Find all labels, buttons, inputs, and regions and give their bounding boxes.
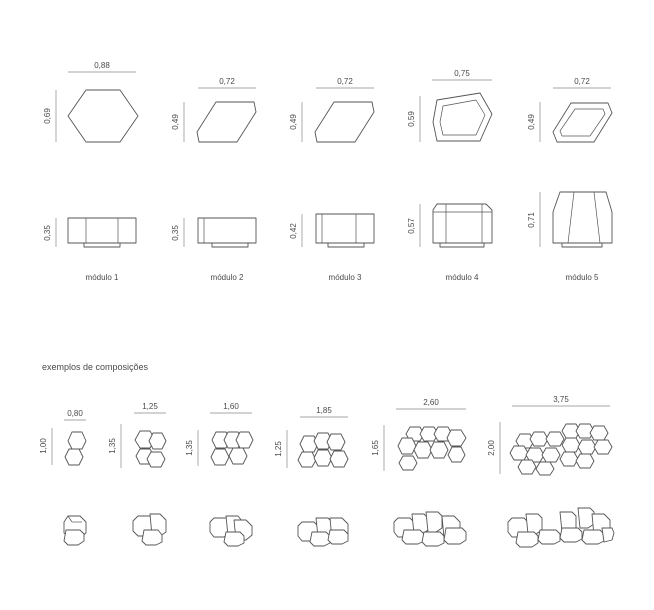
module-perspective xyxy=(538,530,560,544)
hex-piece xyxy=(510,446,528,460)
hex-piece xyxy=(578,440,596,454)
module-label: módulo 1 xyxy=(85,273,119,282)
composition-height: 2,00 xyxy=(487,440,496,456)
composition-height: 1,00 xyxy=(39,438,48,454)
module-perspective xyxy=(402,530,424,544)
hex-piece xyxy=(594,440,612,454)
module-perspective xyxy=(142,530,162,545)
module-top-height: 0,49 xyxy=(171,114,180,130)
module-side-height: 0,35 xyxy=(171,225,180,241)
composition-width: 3,75 xyxy=(553,395,569,404)
composition-width: 1,85 xyxy=(316,406,332,415)
hex-piece xyxy=(147,452,165,467)
module-label: módulo 4 xyxy=(445,273,479,282)
module-side-height: 0,57 xyxy=(407,218,416,234)
composition-height: 1,65 xyxy=(371,440,380,456)
hex-piece xyxy=(536,462,554,475)
module-width: 0,88 xyxy=(94,61,110,70)
module-width: 0,72 xyxy=(219,77,235,86)
composition-width: 0,80 xyxy=(67,409,83,418)
module-side-view xyxy=(316,214,374,243)
module-side-height: 0,35 xyxy=(43,225,52,241)
hex-piece xyxy=(330,451,348,467)
module-base xyxy=(328,243,364,247)
module-perspective xyxy=(582,530,604,544)
module-label: módulo 5 xyxy=(565,273,599,282)
hex-piece xyxy=(414,442,432,458)
hex-piece xyxy=(229,448,247,464)
module-side-view xyxy=(198,218,256,243)
module-top-height: 0,49 xyxy=(289,114,298,130)
module-perspective xyxy=(328,530,348,544)
hex-piece xyxy=(314,450,332,466)
hex-piece xyxy=(542,448,560,462)
hex-piece xyxy=(298,452,316,467)
hex-piece xyxy=(211,449,229,465)
module-perspective xyxy=(444,528,466,544)
hex-piece xyxy=(560,452,578,466)
composition-height: 1,35 xyxy=(185,440,194,456)
composition-height: 1,25 xyxy=(274,441,283,457)
module-side-view xyxy=(553,192,612,243)
module-perspective xyxy=(426,512,442,532)
hex-piece xyxy=(590,426,608,440)
module-perspective xyxy=(602,528,614,542)
compositions-title: exemplos de composições xyxy=(42,362,149,372)
module-top-view xyxy=(433,93,492,141)
module-width: 0,72 xyxy=(574,77,590,86)
hex-piece xyxy=(398,438,416,454)
composition-width: 1,25 xyxy=(142,402,158,411)
module-perspective xyxy=(64,530,84,545)
module-side-view xyxy=(433,204,492,243)
hex-piece xyxy=(562,438,580,452)
module-label: módulo 2 xyxy=(210,273,244,282)
module-side-height: 0,42 xyxy=(289,223,298,239)
hex-piece xyxy=(399,456,417,470)
module-base xyxy=(84,243,120,247)
module-top-height: 0,59 xyxy=(407,111,416,127)
module-width: 0,75 xyxy=(454,69,470,78)
composition-2 xyxy=(108,402,166,545)
composition-1 xyxy=(39,409,86,545)
module-perspective xyxy=(516,532,538,547)
module-width: 0,72 xyxy=(337,77,353,86)
module-2 xyxy=(171,77,256,282)
hex-piece xyxy=(447,430,466,446)
module-1 xyxy=(43,61,138,282)
module-top-view xyxy=(315,102,374,142)
composition-4 xyxy=(274,406,348,546)
module-perspective xyxy=(310,532,330,546)
composition-3 xyxy=(185,402,253,546)
hex-piece xyxy=(65,449,83,465)
module-top-view xyxy=(68,90,138,142)
hex-piece xyxy=(530,432,548,446)
hex-piece xyxy=(576,454,594,468)
composition-width: 2,60 xyxy=(423,398,439,407)
composition-height: 1,35 xyxy=(108,438,117,454)
composition-width: 1,60 xyxy=(223,402,239,411)
hex-piece xyxy=(327,434,345,450)
hex-piece xyxy=(518,460,536,474)
module-base xyxy=(440,243,484,247)
module-base xyxy=(212,243,248,247)
module-side-height: 0,71 xyxy=(527,212,536,228)
module-side-view xyxy=(68,218,136,243)
hex-piece xyxy=(448,447,465,462)
hex-piece xyxy=(68,432,86,449)
hex-piece xyxy=(546,432,564,446)
module-3 xyxy=(289,77,374,282)
module-5 xyxy=(527,77,612,282)
module-top-view xyxy=(197,102,256,142)
hex-piece xyxy=(430,442,448,458)
module-perspective xyxy=(578,508,594,528)
hex-piece xyxy=(236,432,253,448)
module-base xyxy=(562,243,602,247)
module-4 xyxy=(407,69,492,282)
module-perspective xyxy=(224,532,244,546)
module-top-height: 0,49 xyxy=(527,114,536,130)
module-perspective xyxy=(422,532,444,546)
module-label: módulo 3 xyxy=(328,273,362,282)
module-perspective xyxy=(560,528,582,542)
module-top-height: 0,69 xyxy=(43,108,52,124)
composition-6 xyxy=(487,395,614,547)
hex-piece xyxy=(149,433,166,449)
composition-5 xyxy=(371,398,466,546)
